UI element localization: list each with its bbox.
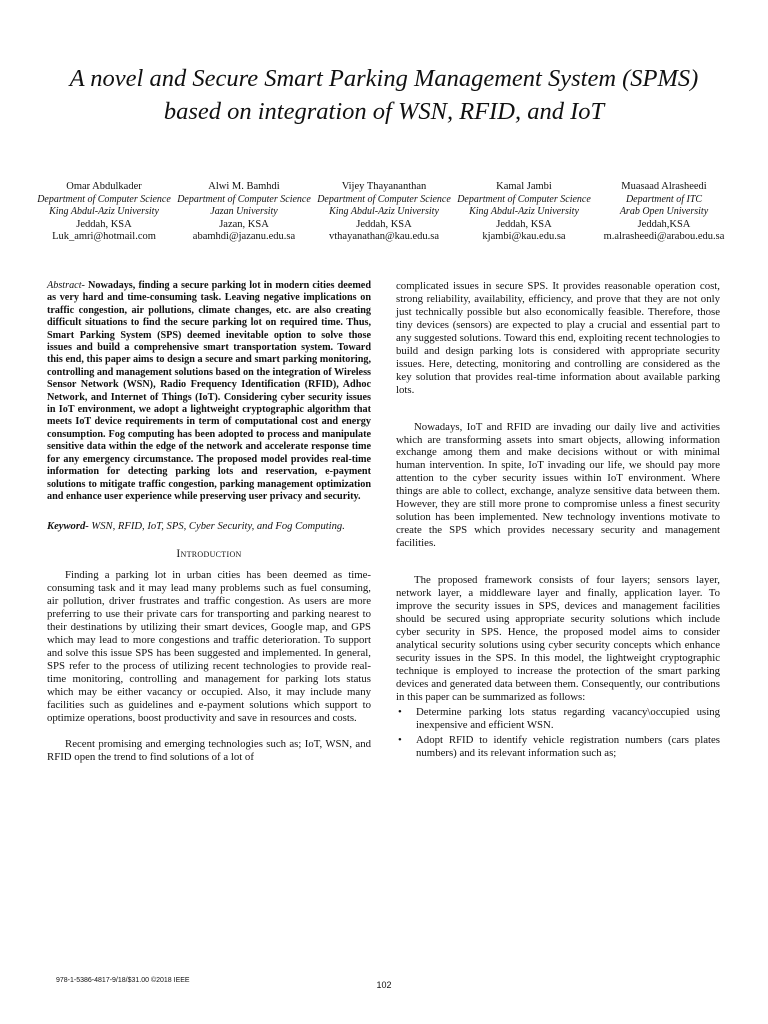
author-4: [456, 181, 592, 244]
author-department: Department of Computer Science: [457, 193, 591, 205]
author-city: Jeddah,KSA: [637, 218, 691, 230]
author-name: Vijey Thayananthan: [341, 181, 427, 192]
abstract-label: Abstract-: [47, 280, 85, 291]
author-3: [316, 181, 452, 244]
left-column: [47, 280, 371, 764]
author-department: Department of ITC: [625, 193, 703, 205]
author-email: vthayanathan@kau.edu.sa: [329, 231, 439, 242]
author-department: Department of Computer Science: [177, 193, 311, 205]
keywords-label: Keyword-: [47, 521, 89, 533]
author-email: Luk_amri@hotmail.com: [52, 231, 156, 242]
keywords: [47, 521, 371, 534]
body-paragraph: Finding a parking lot in urban cities has been deemed as time-consuming task and it may lead many problems such as fuel consuming, air pollution, driver frustrates and traffic congestion. As users are more preferring to use their private cars for transporting and parking nearest to their destinations by utilizing their smart devices, Google map, and GPS which may lead to more congestions and traffic deterioration. To support and solve this issue SPS has been suggested and implemented. In general, SPS refer to the process of utilizing recent technologies to provide real-time monitoring, controlling and management for parking lots status which may be either vacancy or occupied. Also, it may include many facilities such as guidelines and e-payment solutions which support to optimize operations, boost productivity and save in resources and costs.: [47, 569, 371, 724]
author-city: Jeddah, KSA: [356, 218, 412, 230]
body-paragraph: complicated issues in secure SPS. It provides reasonable operation cost, strong reliability, availability, efficiency, and prove that they are not only just technically possible but also economically feasible. Therefore, those tiny devices (sensors) are expected to play a crucial and essential part to any suggested solutions. Toward this end, exploiting recent technologies to build and design parking lots is considered with appropriate security issues. Here, detecting, monitoring and controlling are considered as the key solution that provides real-time information about available parking lots.: [396, 280, 720, 396]
author-department: Department of Computer Science: [317, 193, 451, 205]
author-university: King Abdul-Aziz University: [49, 206, 159, 217]
abstract-text: Nowadays, finding a secure parking lot in modern cities deemed as very hard and time-consuming task. Leaving negative implications on traffic congestion, air pollutions, climate changes, etc. are also creating difficult situations to find the secure parking lot on required time. Thus, Smart Parking System (SPS) deemed inevitable option to solve those issues and build a comprehensive smart transportation system. Toward this end, this paper aims to design a secure and smart parking monitoring, controlling and management solutions based on the integration of Wireless Sensor Network (WSN), Radio Frequency Identification (RFID), Adhoc Network, and Internet of Things (IoT). Considering cyber security issues in IoT environment, we adopt a lightweight cryptographic algorithm that meets IoT device requirements in term of computational cost and energy consumption. Fog computing has been adopted to process and manipulate sensitive data within the edge of the network and accelerate response time for any emergency circumstance. The proposed model provides real-time information for detecting parking lots and reservation, e-payment solutions to mitigate traffic congestion, parking management optimization and enhance user experience while preserving user privacy and security.: [47, 280, 371, 502]
author-university: Arab Open University: [619, 206, 709, 217]
author-email: m.alrasheedi@arabou.edu.sa: [603, 231, 725, 242]
body-paragraph: Nowadays, IoT and RFID are invading our daily live and activities which are transforming assets into smart objects, allowing information exchange among them and make decisions without or with minimal human intervention. In spite, IoT invading our life, we should pay more attention to the cyber security issues within IoT environment. Where things are able to collect, exchange, analyze sensitive data between them. However, they are still more prone to compromise unless a finest security solution has been implemented. New technology inventions motivate to create the SPS which provides necessary security and management facilities.: [396, 420, 720, 550]
author-email: kjambi@kau.edu.sa: [482, 231, 566, 242]
bullet-icon: •: [398, 705, 402, 718]
author-university: King Abdul-Aziz University: [329, 206, 439, 217]
author-name: Kamal Jambi: [496, 181, 552, 192]
keywords-text: WSN, RFID, IoT, SPS, Cyber Security, and Fog Computing.: [88, 521, 345, 533]
footer-isbn: 978-1-5386-4817-9/18/$31.00 ©2018 IEEE: [56, 977, 190, 984]
author-name: Alwi M. Bamhdi: [208, 181, 280, 192]
body-paragraph: The proposed framework consists of four layers; sensors layer, network layer, a middleware layer and finally, application layer. To improve the security issues in SPS, devices and management facilities should be secured using appropriate security solutions which include cyber security in SPS. Hence, the proposed model aims to consider analytical security solutions using cyber security concepts which enhance security issues in the SPS. In this model, the lightweight cryptographic technique is employed to increase the protection of the smart parking devices and generated data between them. Consequently, our contributions in this paper can be summarized as follows:: [396, 574, 720, 703]
abstract: [47, 280, 371, 503]
author-city: Jeddah, KSA: [76, 218, 132, 230]
author-5: [596, 181, 732, 244]
author-city: Jeddah, KSA: [496, 218, 552, 230]
author-city: Jazan, KSA: [219, 218, 269, 230]
list-item-text: Adopt RFID to identify vehicle registration numbers (cars plates numbers) and its relevant information such as;: [416, 733, 720, 759]
list-item: [396, 706, 720, 732]
section-heading-introduction: Introduction: [176, 548, 242, 561]
contribution-list: [396, 706, 720, 760]
author-name: Omar Abdulkader: [66, 181, 142, 192]
bullet-icon: •: [398, 733, 402, 746]
right-column: [396, 280, 720, 761]
paper-title: A novel and Secure Smart Parking Management System (SPMS) based on integration of WSN, RFID, and IoT: [69, 65, 699, 125]
author-department: Department of Computer Science: [37, 193, 171, 205]
page-number: 102: [376, 980, 392, 990]
author-university: King Abdul-Aziz University: [469, 206, 579, 217]
author-1: [36, 181, 172, 244]
author-university: Jazan University: [210, 206, 278, 217]
author-name: Muasaad Alrasheedi: [621, 181, 707, 192]
list-item: [396, 734, 720, 760]
list-item-text: Determine parking lots status regarding vacancy\occupied using inexpensive and efficient WSN.: [416, 705, 720, 731]
author-2: [176, 181, 312, 244]
author-block: [36, 181, 732, 244]
body-paragraph: Recent promising and emerging technologies such as; IoT, WSN, and RFID open the trend to find solutions of a lot of: [47, 737, 371, 763]
author-email: abamhdi@jazanu.edu.sa: [192, 231, 296, 242]
